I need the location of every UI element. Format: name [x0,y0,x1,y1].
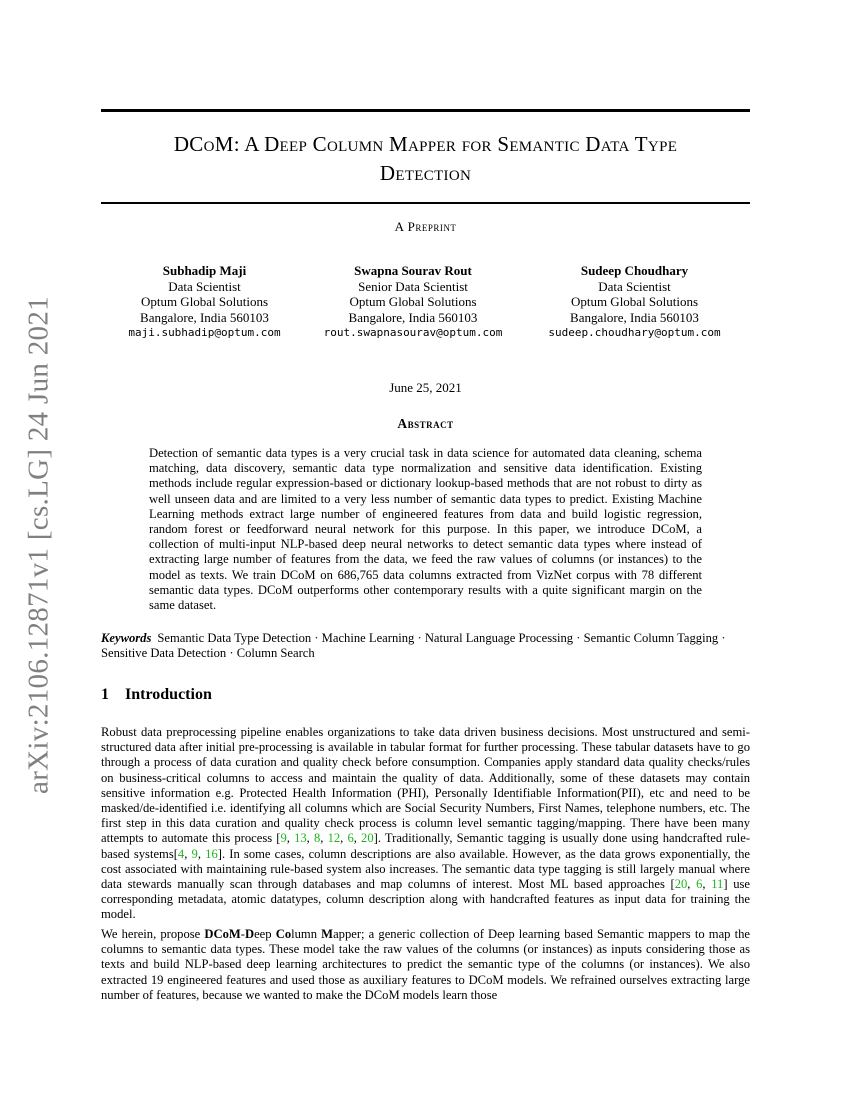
author-name: Subhadip Maji [162,263,247,278]
author-name: Swapna Sourav Rout [354,263,472,278]
author-role: Data Scientist [168,278,241,294]
intro-paragraph-1: Robust data preprocessing pipeline enables organizations to take data driven business decisions. Most unstructured and semi-structured data after initial pre-processing is available in tabular format for further processing. These tabular datasets have to go through a process of data curation and quality check before consumption. Companies apply standard data quality checks/rules on business-critical columns to access and maintain the quality of data. Additionally, some of these datasets may contain sensitive information e.g. Protected Health Information (PHI), Personally Identifiable Information(PII), etc and need to be masked/de-identified i.e. identifying all columns which are Social Security Numbers, First Names, telephone numbers, etc. The first step in this data curation and quality check process is column level semantic tagging/mapping. There have been many attempts to automate this process [9, 13, 8, 12, 6, 20]. Traditionally, Semantic tagging is usually done using handcrafted rule-based systems[4, 9, 16]. In some cases, column descriptions are also available. However, as the data grows exponentially, the cost associated with maintaining rule-based system also increases. The semantic data type tagging is still largely manual where data stewards manually scan through databases and map columns of interest. Most ML based approaches [20, 6, 11] use corresponding metadata, atomic datatypes, column description along with handcrafted features as input data for training the model. [101,725,751,922]
title-line-1: DCoM: A Deep Column Mapper for Semantic Data Type [173,132,678,156]
text-run: Robust data preprocessing pipeline enables organizations to take data driven business decisions. Most unstructured and semi-structured data after initial pre-processing is available in tabular format for further processing. These tabular datasets have to go through a process of data curation and quality check before consumption. Companies apply standard data quality checks/rules on business-critical columns to access and maintain the quality of data. Additionally, some of these datasets may contain sensitive information e.g. Protected Health Information (PHI), Personally Identifiable Information(PII), etc and need to be masked/de-identified i.e. identifying all columns which are Social Security Numbers, First Names, telephone numbers, etc. The first step in this data curation and quality check process is column level semantic tagging/mapping. There have been many attempts to automate this process [ [101,725,750,846]
section-heading [101,686,212,704]
citation-link[interactable]: 8 [313,831,321,846]
intro-paragraph-2 [101,927,750,1003]
abstract-heading: Abstract [397,416,454,431]
citation-link[interactable]: 13 [294,831,307,846]
keywords [101,631,750,661]
author-role: Senior Data Scientist [358,278,468,294]
citation-link[interactable]: 11 [711,877,724,892]
preprint-label: A Preprint [394,219,457,234]
dcom-acronym: DCoM [204,927,241,941]
text-run: apper; a generic collection of Deep learning based Semantic mappers to map the columns to semantic data types. These model take the raw values of the columns (or instances) as inputs considering those as texts and build NLP-based deep learning architectures to predict the semantic type of the columns (or instances). We also extracted 19 engineered features and used those as auxiliary features to DCoM models. We refrained ourselves extracting large number of features, because we wanted to make the DCoM models learn those [101,927,750,1002]
keywords-list: Semantic Data Type Detection · Machine Learning · Natural Language Processing · Semantic Column Tagging · Sensitive Data Detection · Column Search [101,631,726,661]
author-block [537,263,732,341]
section-number: 1 [101,686,109,703]
text-run: We herein, propose [101,927,205,941]
author-block [107,263,302,341]
acronym-letter: D [244,927,255,941]
author-org: Optum Global Solutions [140,294,269,309]
citation-link[interactable]: 9 [191,846,198,861]
author-org: Optum Global Solutions [570,294,699,309]
author-org: Optum Global Solutions [349,294,477,309]
citation-link[interactable]: 6 [347,831,354,846]
author-role: Data Scientist [598,278,671,294]
citation-link[interactable]: 20 [674,877,688,892]
text-run: lumn [291,927,322,941]
citation-link[interactable]: 12 [327,831,341,846]
text-run: ] use corresponding metadata, atomic datatypes, column description along with handcrafted features as input data for training the model. [101,877,751,922]
author-location: Bangalore, India 560103 [348,309,478,325]
citation-link[interactable]: 16 [205,846,218,861]
citation-link[interactable]: 6 [696,877,703,892]
title-top-rule [101,109,750,112]
title-bottom-rule [101,202,750,204]
abstract-text: Detection of semantic data types is a very crucial task in data science for automated data cleaning, schema matching, data discovery, semantic data type normalization and sensitive data identification. Existing methods include regular expression-based or dictionary lookup-based methods that are not robust to dirty as well unseen data and are limited to a very less number of semantic data types to predict. Existing Machine Learning methods extract large number of engineered features from data and build logistic regression, random forest or feedforward neural network for this purpose. In this paper, we introduce DCoM, a collection of multi-input NLP-based deep neural networks to detect semantic data types where instead of extracting large number of features from the data, we feed the raw values of columns (or instances) to the model as texts. We train DCoM on 686,765 data columns extracted from VizNet corpus with 78 different semantic data types. DCoM outperforms other contemporary results with a quite significant margin on the same dataset. [149,446,702,613]
text-run: eep [254,927,276,941]
arxiv-identifier: arXiv:2106.12871v1 [cs.LG] 24 Jun 2021 [22,296,55,794]
text-run: - [240,927,245,941]
author-email[interactable]: rout.swapnasourav@optum.com [323,326,503,339]
author-email[interactable]: sudeep.choudhary@optum.com [548,326,721,339]
citation-link[interactable]: 4 [177,846,185,861]
author-email[interactable]: maji.subhadip@optum.com [128,326,281,339]
author-location: Bangalore, India 560103 [570,309,699,325]
author-location: Bangalore, India 560103 [140,309,269,325]
acronym-letter: Co [275,927,292,941]
citation-link[interactable]: 20 [361,831,374,846]
author-name: Sudeep Choudhary [580,263,689,278]
title-line-2: Detection [379,161,472,185]
acronym-letter: M [321,927,334,941]
citation-link[interactable]: 9 [280,831,287,846]
keywords-label: Keywords [101,631,152,645]
section-title: Introduction [125,686,212,703]
publication-date: June 25, 2021 [389,380,462,395]
author-block [313,263,513,341]
text-run: ]. In some cases, column descriptions are also available. However, as the data grows exponentially, the cost associated with maintaining rule-based system also increases. The semantic data type tagging is still largely manual where data stewards manually scan through databases and map columns of interest. Most ML based approaches [ [101,846,751,892]
paper-title [101,130,750,188]
text-run: ]. Traditionally, Semantic tagging is usually done using handcrafted rule-based systems[ [101,831,751,861]
